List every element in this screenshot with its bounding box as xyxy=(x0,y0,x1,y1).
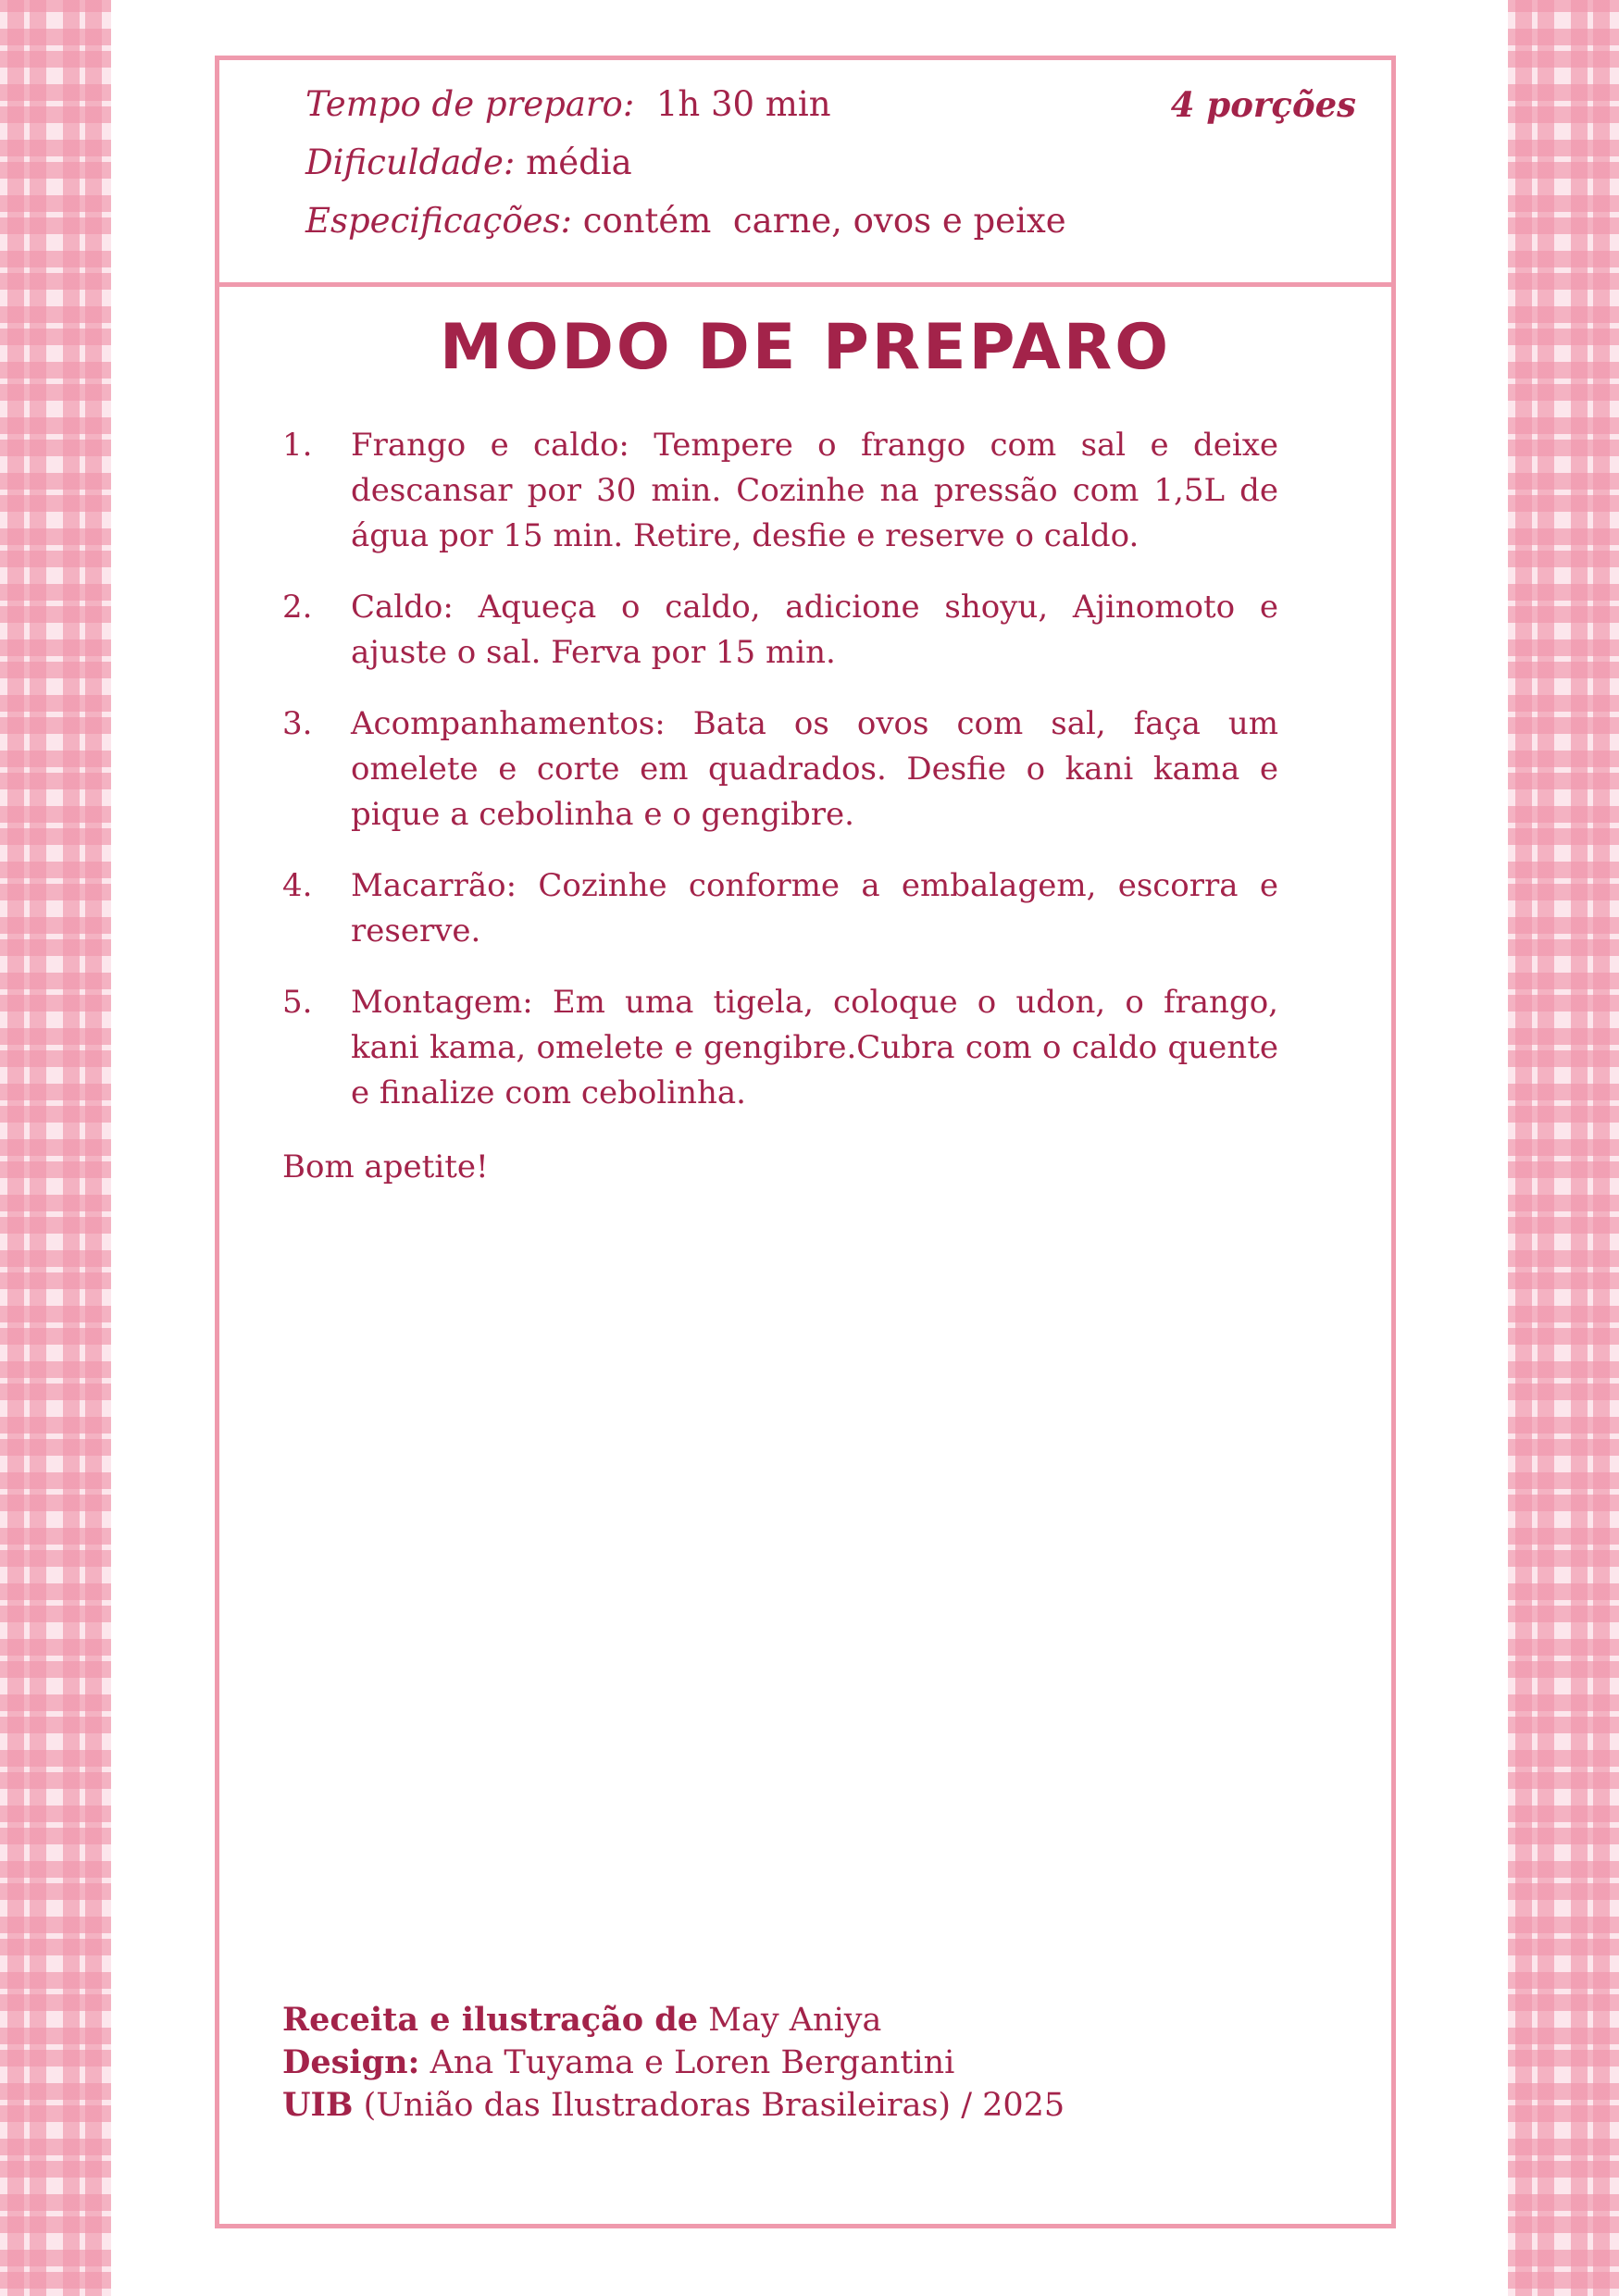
step-item xyxy=(282,863,1278,954)
prep-time-line xyxy=(305,83,831,126)
specs-label: Especificações: xyxy=(305,201,572,241)
specs-value: contém carne, ovos e peixe xyxy=(582,201,1066,241)
section-title: MODO DE PREPARO xyxy=(439,311,1171,384)
difficulty-line xyxy=(305,142,632,184)
step-number: 1. xyxy=(282,427,313,464)
credits xyxy=(282,1999,1065,2127)
credit-org xyxy=(282,2084,1065,2127)
credit-recipe-value: May Aniya xyxy=(708,2002,882,2039)
step-text: Acompanhamentos: Bata os ovos com sal, faça um omelete e corte em quadrados. Desfie o kani kama e pique a cebolinha e o gengibre. xyxy=(351,705,1278,833)
servings: 4 porções xyxy=(1170,84,1356,125)
credit-org-value: (União das Ilustradoras Brasileiras) / 2025 xyxy=(363,2087,1065,2124)
step-item xyxy=(282,423,1278,559)
step-number: 3. xyxy=(282,705,313,742)
plaid-border-left xyxy=(0,0,111,2296)
plaid-border-right xyxy=(1508,0,1619,2296)
specs-line xyxy=(305,200,1066,242)
step-item xyxy=(282,585,1278,676)
credit-design xyxy=(282,2042,1065,2084)
closing-text: Bom apetite! xyxy=(282,1148,489,1185)
step-number: 5. xyxy=(282,984,313,1021)
recipe-info-box xyxy=(219,60,1391,287)
recipe-card xyxy=(215,56,1396,2228)
credit-design-label: Design: xyxy=(282,2043,420,2081)
credit-recipe-label: Receita e ilustração de xyxy=(282,2001,699,2039)
step-text: Caldo: Aqueça o caldo, adicione shoyu, Ajinomoto e ajuste o sal. Ferva por 15 min. xyxy=(351,589,1278,671)
difficulty-value: média xyxy=(526,143,632,182)
steps-list xyxy=(282,423,1278,1142)
credit-design-value: Ana Tuyama e Loren Bergantini xyxy=(430,2044,955,2081)
step-text: Macarrão: Cozinhe conforme a embalagem, escorra e reserve. xyxy=(351,867,1278,949)
step-item xyxy=(282,980,1278,1116)
step-number: 4. xyxy=(282,867,313,904)
step-item xyxy=(282,701,1278,838)
step-text: Montagem: Em uma tigela, coloque o udon, o frango, kani kama, omelete e gengibre.Cubra com o caldo quente e finalize com cebolinha. xyxy=(351,984,1278,1111)
step-text: Frango e caldo: Tempere o frango com sal e deixe descansar por 30 min. Cozinhe na pressão com 1,5L de água por 15 min. Retire, desfie e reserve o caldo. xyxy=(351,427,1278,554)
step-number: 2. xyxy=(282,589,313,626)
prep-time-label: Tempo de preparo: xyxy=(305,84,635,124)
difficulty-label: Dificuldade: xyxy=(305,143,516,182)
credit-org-label: UIB xyxy=(282,2086,354,2124)
prep-time-value: 1h 30 min xyxy=(655,84,831,124)
credit-recipe xyxy=(282,1999,1065,2042)
